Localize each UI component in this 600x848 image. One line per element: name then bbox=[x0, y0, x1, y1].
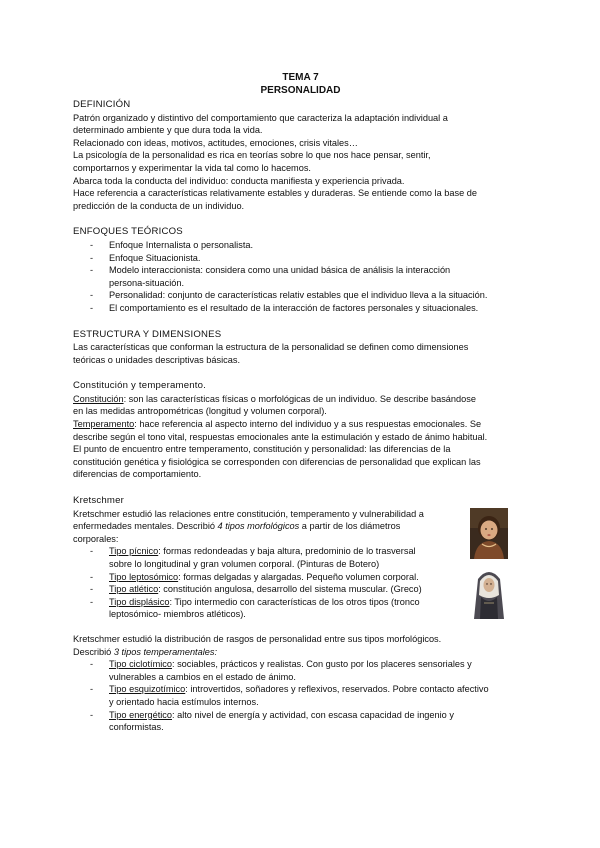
list-item: - Tipo pícnico: formas redondeadas y baja altura, predominio de lo trasversal sobre lo longitudinal y gran volumen corporal. (Pinturas de Botero) bbox=[90, 546, 416, 569]
text-line: predicción de la conducta de un individuo. bbox=[73, 200, 245, 211]
text-line: Hace referencia a características relativamente estables y duraderas. Se entiende como la base de bbox=[73, 188, 477, 199]
list-item: - Tipo esquizotímico: introvertidos, soñadores y reflexivos, reservados. Pobre contacto afectivo y orientado hacia estímulos internos. bbox=[90, 684, 489, 707]
text-line: La psicología de la personalidad es rica en teorías sobre lo que nos hace pensar, sentir, bbox=[73, 150, 431, 161]
text-line: describe según el tono vital, respuestas emocionales ante la estimulación y estado de ánimo habitual. bbox=[73, 431, 488, 442]
list-item: - Tipo leptosómico: formas delgadas y alargadas. Pequeño volumen corporal. bbox=[90, 571, 419, 582]
list-item: - Enfoque Situacionista. bbox=[90, 252, 201, 263]
document-title: PERSONALIDAD bbox=[260, 84, 341, 96]
bullet-dash: - bbox=[90, 252, 94, 263]
text-line: Las características que conforman la estructura de la personalidad se definen como dimensiones bbox=[73, 342, 469, 353]
kretschmer-heading: Kretschmer bbox=[73, 495, 125, 507]
bullet-dash: - bbox=[90, 684, 94, 695]
definicion-heading: DEFINICIÓN bbox=[73, 99, 131, 110]
tipos-morfologicos-list bbox=[73, 545, 470, 621]
list-item: - Tipo atlético: constitución angulosa, desarrollo del sistema muscular. (Greco) bbox=[90, 584, 422, 595]
text-line: Abarca toda la conducta del individuo: conducta manifiesta y experiencia privada. bbox=[73, 175, 405, 186]
text-line: en las medidas antropométricas (longitud y volumen corporal). bbox=[73, 406, 327, 417]
bullet-dash: - bbox=[90, 571, 94, 582]
constitucion-heading: Constitución y temperamento. bbox=[73, 380, 207, 392]
constitucion-definition: Constitución: son las características físicas o morfológicas de un individuo. Se describe basándose bbox=[73, 393, 476, 404]
text-line: corporales: bbox=[73, 533, 119, 544]
text-line: Describió 3 tipos temperamentales: bbox=[73, 646, 218, 657]
text-line: Patrón organizado y distintivo del comportamiento que caracteriza la adaptación individual a bbox=[73, 112, 448, 123]
text-line: Relacionado con ideas, motivos, actitudes, emociones, crisis vitales… bbox=[73, 137, 358, 148]
bullet-dash: - bbox=[90, 659, 94, 670]
list-item: - Tipo energético: alto nivel de energía y actividad, con escasa capacidad de ingenio y conformistas. bbox=[90, 709, 454, 733]
term: Temperamento bbox=[73, 419, 135, 430]
text-line: enfermedades mentales. Describió 4 tipos morfológicos a partir de los diámetros bbox=[73, 521, 401, 532]
enfoques-list bbox=[73, 239, 528, 315]
list-item: - Tipo ciclotímico: sociables, prácticos y realistas. Con gusto por los placeres sensoriales y vulnerables a cambios en el estado de ánimo. bbox=[90, 659, 472, 682]
text-line: diferencias de comportamiento. bbox=[73, 469, 202, 480]
text-line: Kretschmer estudió la distribución de rasgos de personalidad entre sus tipos morfológicos. bbox=[73, 633, 442, 644]
enfoques-heading: ENFOQUES TEÓRICOS bbox=[73, 226, 183, 238]
temperamento-definition: Temperamento: hace referencia al aspecto interno del individuo y a sus respuestas emocionales. Se bbox=[73, 419, 482, 430]
botero-portrait-image bbox=[470, 508, 508, 559]
bullet-dash: - bbox=[90, 546, 94, 557]
tipos-temperamentales-list bbox=[73, 658, 528, 734]
list-item: - Tipo displásico: Tipo intermedio con características de los otros tipos (tronco leptosómico- miembros atléticos). bbox=[90, 596, 420, 620]
list-item: - Modelo interaccionista: considera como una unidad básica de análisis la interacción persona-situación. bbox=[90, 265, 451, 288]
bullet-dash: - bbox=[90, 265, 94, 276]
bullet-dash: - bbox=[90, 302, 94, 313]
text-line: determinado ambiente y que dura toda la vida. bbox=[73, 125, 263, 136]
kretschmer-morfologicos bbox=[73, 508, 528, 621]
bullet-dash: - bbox=[90, 584, 94, 595]
definicion-body bbox=[73, 112, 528, 213]
list-item: - Personalidad: conjunto de características relativ estables que el individuo lleva a la situación. bbox=[90, 290, 488, 301]
list-item: - El comportamiento es el resultado de la interacción de factores personales y situacionales. bbox=[90, 302, 479, 313]
text-line: teóricas o unidades descriptivas básicas. bbox=[73, 354, 240, 365]
list-item: - Enfoque Internalista o personalista. bbox=[90, 239, 254, 250]
bullet-dash: - bbox=[90, 239, 94, 250]
estructura-heading: ESTRUCTURA Y DIMENSIONES bbox=[73, 328, 222, 340]
topic-number: TEMA 7 bbox=[282, 72, 319, 83]
text-line: comportarnos y experimentar la vida tal como lo hacemos. bbox=[73, 162, 311, 173]
text-line: Kretschmer estudió las relaciones entre constitución, temperamento y vulnerabilidad a bbox=[73, 508, 424, 519]
greco-portrait-image bbox=[468, 565, 510, 619]
document-page bbox=[73, 72, 528, 734]
term: Constitución bbox=[73, 393, 124, 404]
bullet-dash: - bbox=[90, 596, 94, 607]
bullet-dash: - bbox=[90, 290, 94, 301]
text-line: El punto de encuentro entre temperamento, constitución y personalidad: las diferencias de la bbox=[73, 444, 451, 455]
bullet-dash: - bbox=[90, 709, 94, 720]
text-line: constitución genética y fisiológica se corresponden con diferencias de personalidad que explican las bbox=[73, 456, 481, 467]
